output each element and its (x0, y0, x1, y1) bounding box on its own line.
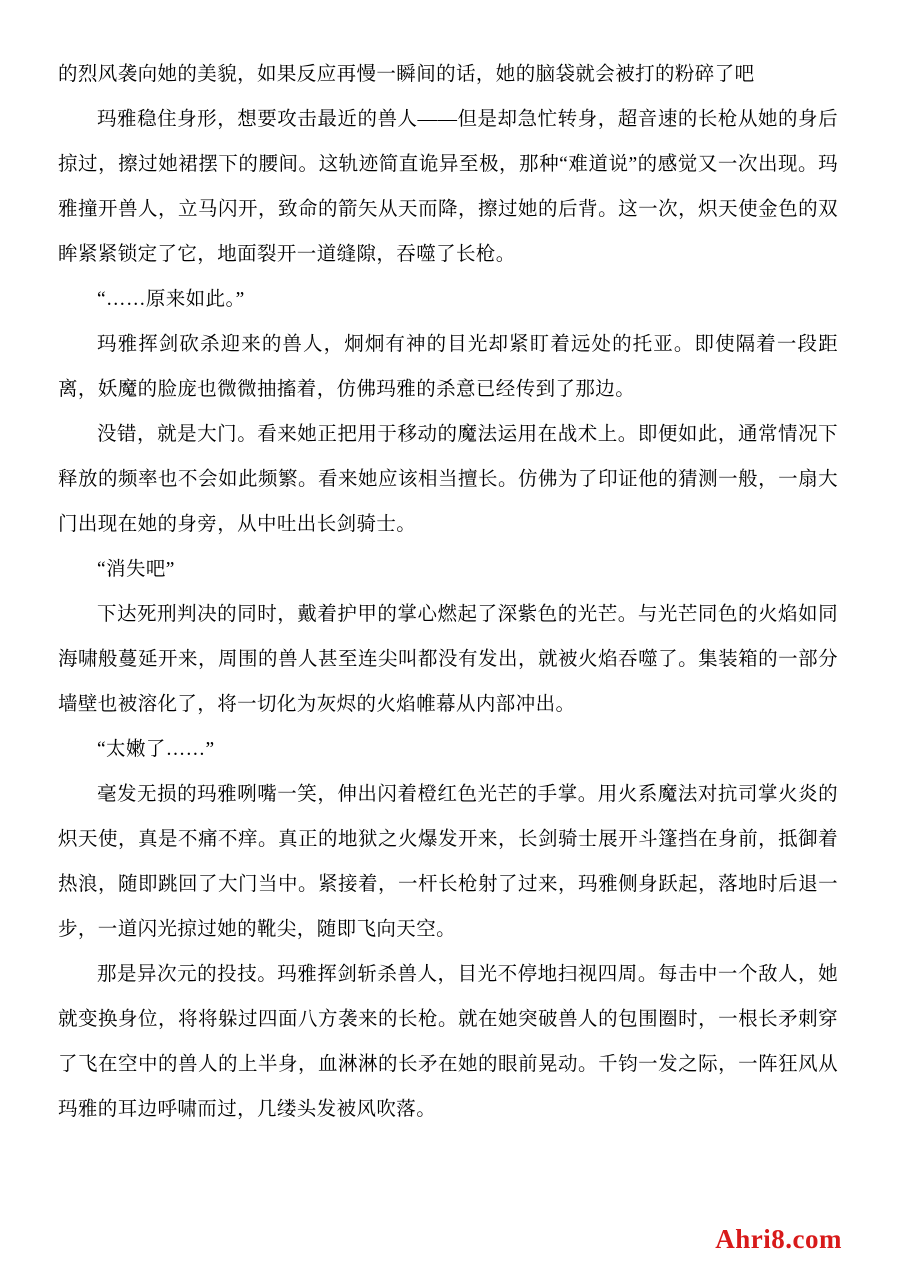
document-body (58, 52, 838, 1132)
paragraph: 玛雅挥剑砍杀迎来的兽人，炯炯有神的目光却紧盯着远处的托亚。即使隔着一段距离，妖魔的脸庞也微微抽搐着，仿佛玛雅的杀意已经传到了那边。 (58, 334, 838, 400)
paragraph: 的烈风袭向她的美貌，如果反应再慢一瞬间的话，她的脑袋就会被打的粉碎了吧 (58, 64, 755, 85)
paragraph-dialogue: “消失吧” (97, 559, 175, 580)
paragraph: 没错，就是大门。看来她正把用于移动的魔法运用在战术上。即便如此，通常情况下释放的频率也不会如此频繁。看来她应该相当擅长。仿佛为了印证他的猜测一般，一扇大门出现在她的身旁，从中吐出长剑骑士。 (58, 424, 838, 535)
paragraph: 玛雅稳住身形，想要攻击最近的兽人——但是却急忙转身，超音速的长枪从她的身后掠过，擦过她裙摆下的腰间。这轨迹简直诡异至极，那种“难道说”的感觉又一次出现。玛雅撞开兽人，立马闪开，致命的箭矢从天而降，擦过她的后背。这一次，炽天使金色的双眸紧紧锁定了它，地面裂开一道缝隙，吞噬了长枪。 (58, 109, 838, 265)
paragraph: 毫发无损的玛雅咧嘴一笑，伸出闪着橙红色光芒的手掌。用火系魔法对抗司掌火炎的炽天使，真是不痛不痒。真正的地狱之火爆发开来，长剑骑士展开斗篷挡在身前，抵御着热浪，随即跳回了大门当中。紧接着，一杆长枪射了过来，玛雅侧身跃起，落地时后退一步，一道闪光掠过她的靴尖，随即飞向天空。 (58, 784, 838, 940)
paragraph-dialogue: “……原来如此。” (97, 289, 245, 310)
paragraph: 下达死刑判决的同时，戴着护甲的掌心燃起了深紫色的光芒。与光芒同色的火焰如同海啸般蔓延开来，周围的兽人甚至连尖叫都没有发出，就被火焰吞噬了。集装箱的一部分墙壁也被溶化了，将一切化为灰烬的火焰帷幕从内部冲出。 (58, 604, 838, 715)
site-watermark: Ahri8.com (715, 1224, 842, 1254)
paragraph-dialogue: “太嫩了……” (97, 739, 215, 760)
paragraph: 那是异次元的投技。玛雅挥剑斩杀兽人，目光不停地扫视四周。每击中一个敌人，她就变换身位，将将躲过四面八方袭来的长枪。就在她突破兽人的包围圈时，一根长矛刺穿了飞在空中的兽人的上半身，血淋淋的长矛在她的眼前晃动。千钧一发之际，一阵狂风从玛雅的耳边呼啸而过，几缕头发被风吹落。 (58, 964, 838, 1120)
